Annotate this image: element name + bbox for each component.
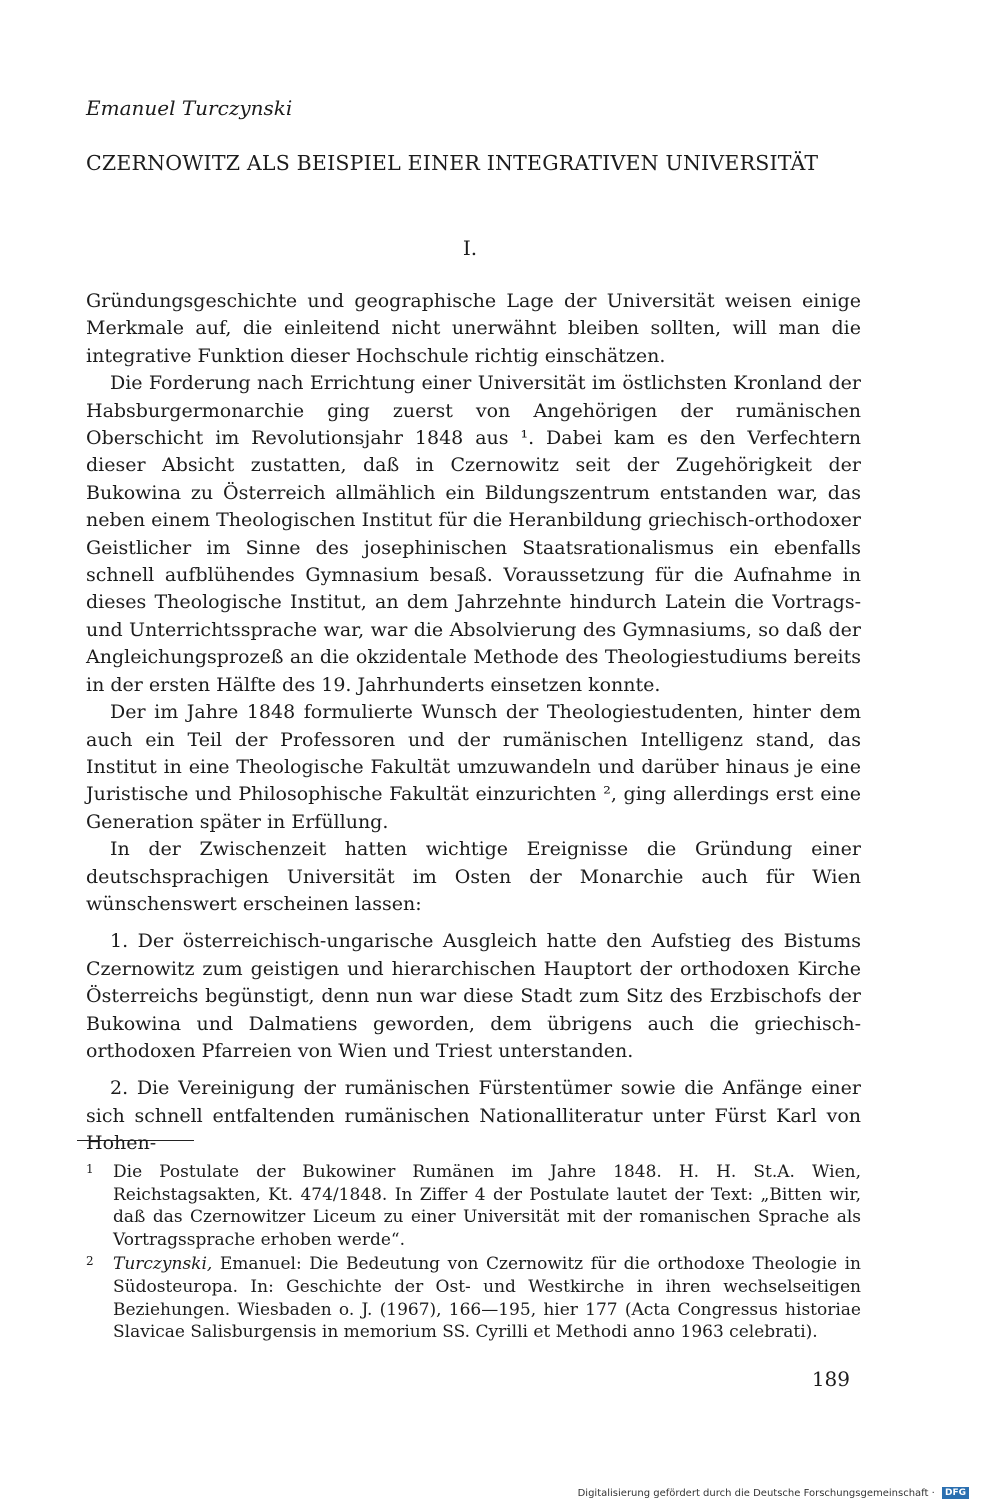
author-name: Emanuel Turczynski (86, 96, 293, 120)
paragraph: In der Zwischenzeit hatten wichtige Ereignisse die Gründung einer deutschsprachigen Universität im Osten der Monarchie auch für Wien wünschenswert erscheinen lassen: (86, 838, 861, 915)
footnote-number: 2 (86, 1254, 94, 1269)
paragraph: Gründungsgeschichte und geographische Lage der Universität weisen einige Merkmale auf, die einleitend nicht unerwähnt bleiben sollten, will man die integrative Funktion dieser Hochschule richtig einschätzen. (86, 290, 861, 367)
footnotes (86, 1161, 861, 1344)
footnote-text: Die Postulate der Bukowiner Rumänen im Jahre 1848. H. H. St.A. Wien, Reichstagsakten, Kt. 474/1848. In Ziffer 4 der Postulate lautet der Text: „Bitten wir, daß das Czernowitzer Liceum zu einer Universität mit der romanischen Sprache als Vortragssprache erhoben werde“. (113, 1162, 861, 1250)
body-text (86, 288, 861, 1158)
paragraph: Die Forderung nach Errichtung einer Universität im östlichsten Kronland der Habsburgermonarchie ging zuerst von Angehörigen der rumänischen Oberschicht im Revolutionsjahr 1848 aus ¹. Dabei kam es den Verfechtern dieser Absicht zustatten, daß in Czernowitz seit der Zugehörigkeit der Bukowina zu Österreich allmählich ein Bildungszentrum entstanden war, das neben einem Theologischen Institut für die Heranbildung griechisch-orthodoxer Geistlicher im Sinne des josephinischen Staatsrationalismus ein ebenfalls schnell aufblühendes Gymnasium besaß. Voraussetzung für die Aufnahme in dieses Theologische Institut, an dem Jahrzehnte hindurch Latein die Vortrags- und Unterrichtssprache war, war die Absolvierung des Gymnasiums, so daß der Angleichungsprozeß an die okzidentale Methode des Theologiestudiums bereits in der ersten Hälfte des 19. Jahrhunderts einsetzen konnte. (86, 372, 861, 696)
paragraph: 1. Der österreichisch-ungarische Ausgleich hatte den Aufstieg des Bistums Czernowitz zum geistigen und hierarchischen Hauptort der orthodoxen Kirche Österreichs begünstigt, denn nun war diese Stadt zum Sitz des Erzbischofs der Bukowina und Dalmatiens geworden, dem übrigens auch die griechisch-orthodoxen Pfarreien von Wien und Triest unterstanden. (86, 930, 861, 1062)
footnote-rule (77, 1140, 194, 1141)
footnote-author: Turczynski, (113, 1254, 213, 1275)
footnote (86, 1253, 861, 1343)
footnote (86, 1161, 861, 1251)
digitization-credit (578, 1487, 969, 1499)
paragraph: 2. Die Vereinigung der rumänischen Fürstentümer sowie die Anfänge einer sich schnell entfaltenden rumänischen Nationalliteratur unter Fürst Karl von Hohen- (86, 1077, 861, 1155)
page-number: 189 (811, 1367, 850, 1391)
credit-text: Digitalisierung gefördert durch die Deutsche Forschungsgemeinschaft · (577, 1488, 935, 1499)
footnote-number: 1 (86, 1162, 94, 1176)
article-title: CZERNOWITZ ALS BEISPIEL EINER INTEGRATIVEN UNIVERSITÄT (86, 151, 819, 175)
footnote-text: Emanuel: Die Bedeutung von Czernowitz für die orthodoxe Theologie in Südosteuropa. In: Geschichte der Ost- und Westkirche in ihren wechselseitigen Beziehungen. Wiesbaden o. J. (1967), 166—195, hier 177 (Acta Congressus historiae Slavicae Salisburgensis in memorium SS. Cyrilli et Methodi anno 1963 celebrati). (113, 1254, 861, 1343)
paragraph: Der im Jahre 1848 formulierte Wunsch der Theologiestudenten, hinter dem auch ein Teil der Professoren und der rumänischen Intelligenz stand, das Institut in eine Theologische Fakultät umzuwandeln und darüber hinaus je eine Juristische und Philosophische Fakultät einzurichten ², ging allerdings erst eine Generation später in Erfüllung. (86, 701, 861, 833)
dfg-logo-icon: DFG (942, 1487, 969, 1499)
section-heading: I. (462, 236, 478, 260)
